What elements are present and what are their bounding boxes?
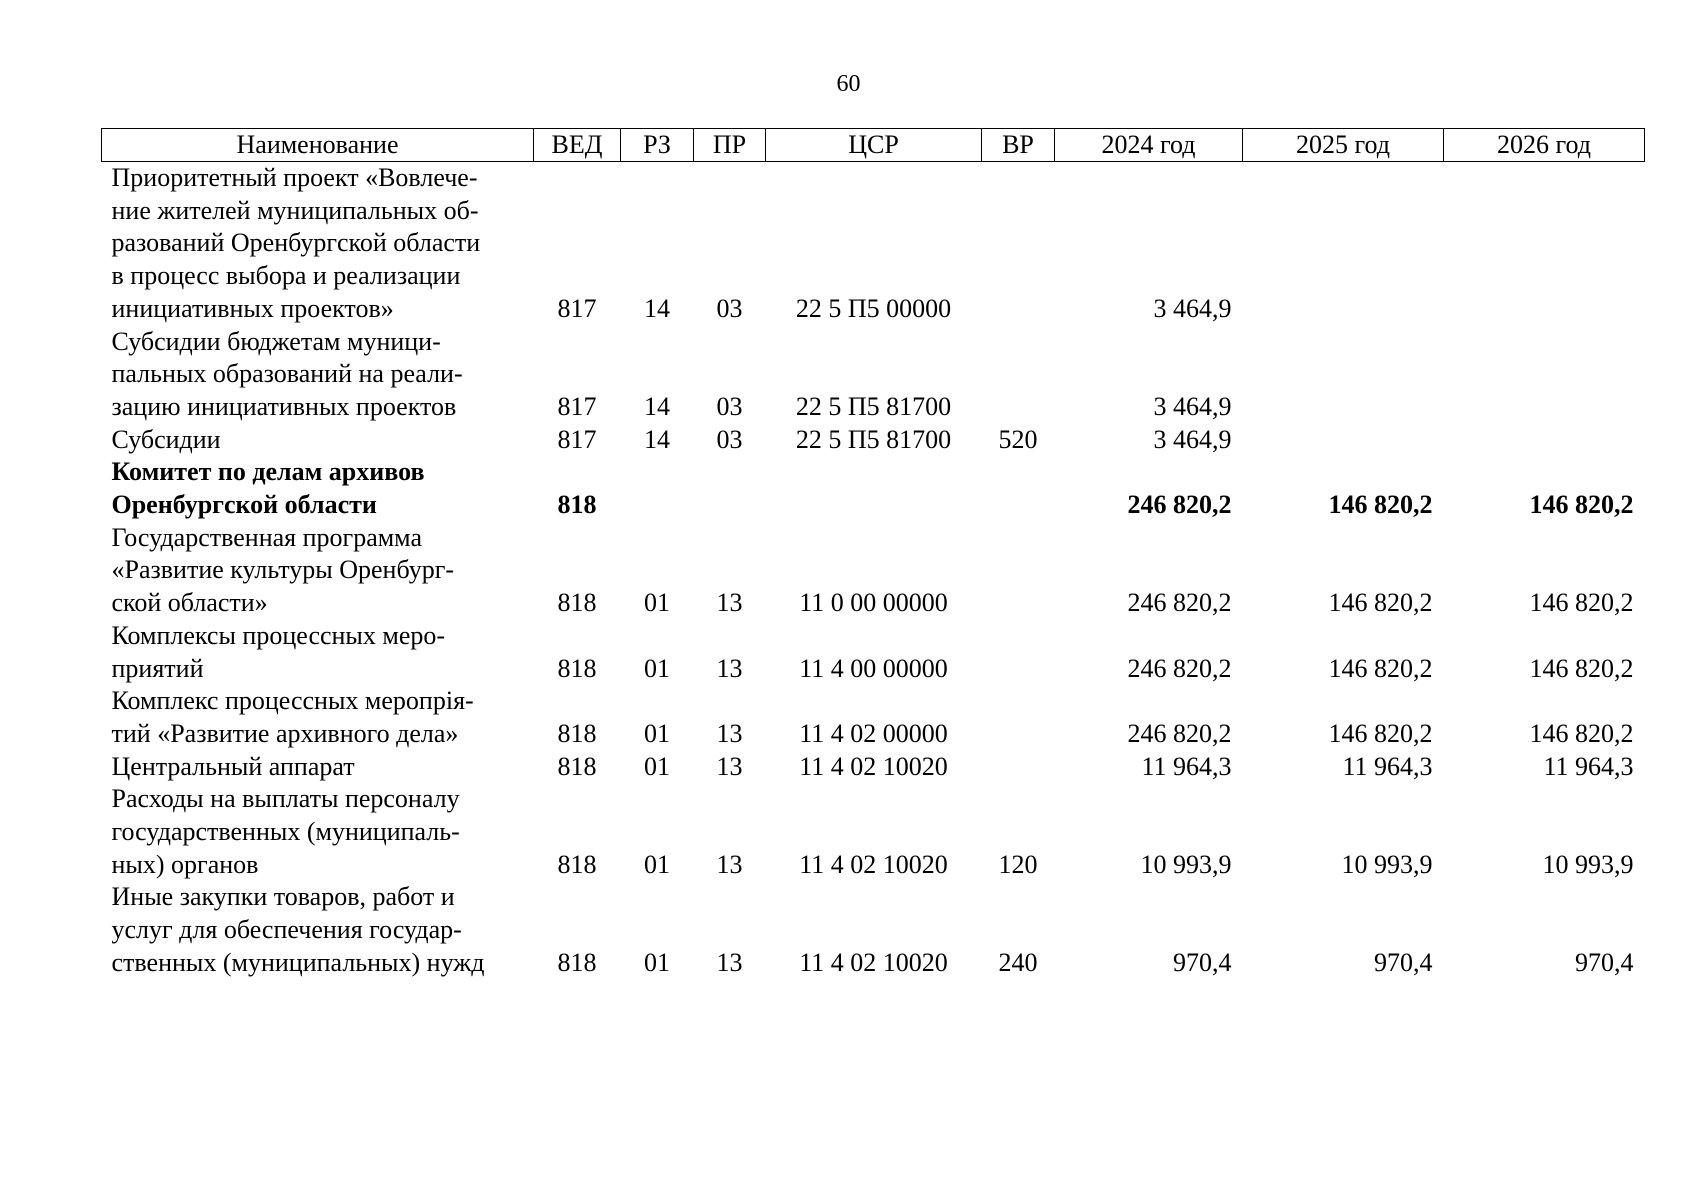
column-header-ved: ВЕД	[534, 129, 621, 162]
cell-csr	[766, 456, 982, 521]
cell-rz: 14	[644, 391, 670, 421]
cell-2024: 246 820,2	[1127, 490, 1232, 520]
cell-rz: 01	[644, 718, 670, 748]
cell-rz: 14	[644, 424, 670, 454]
cell-2025: 146 820,2	[1328, 490, 1433, 520]
cell-2026: 146 820,2	[1529, 718, 1634, 748]
cell-vr	[982, 456, 1055, 521]
cell-vr	[982, 326, 1055, 424]
cell-ved: 818	[557, 947, 597, 977]
cell-2024: 10 993,9	[1140, 849, 1232, 879]
cell-rz: 01	[644, 947, 670, 977]
cell-2025: 11 964,3	[1342, 751, 1433, 781]
cell-pr: 13	[716, 718, 743, 748]
cell-pr: 03	[716, 391, 743, 421]
cell-name-line: Субсидии	[111, 424, 221, 454]
cell-csr: 22 5 П5 81700	[795, 391, 952, 421]
cell-ved: 818	[557, 751, 597, 781]
cell-2026: 146 820,2	[1529, 490, 1634, 520]
cell-rz: 01	[644, 588, 670, 618]
column-header-rz: РЗ	[621, 129, 694, 162]
cell-2025	[1243, 326, 1444, 424]
cell-name	[102, 751, 534, 784]
cell-2026: 11 964,3	[1543, 751, 1634, 781]
cell-ved: 818	[557, 718, 597, 748]
cell-vr	[982, 685, 1055, 750]
cell-name-line: тий «Развитие архивного дела»	[111, 718, 459, 748]
cell-csr: 11 4 02 10020	[799, 751, 948, 781]
cell-2025: 146 820,2	[1328, 653, 1433, 683]
cell-name-line: ственных (муниципальных) нужд	[111, 947, 485, 977]
cell-pr: 13	[716, 751, 743, 781]
table-row	[102, 620, 1645, 685]
cell-pr: 13	[716, 588, 743, 618]
cell-pr	[694, 456, 766, 521]
cell-vr: 520	[998, 424, 1038, 454]
cell-name-line: Комитет по делам архивов	[111, 457, 425, 487]
column-header-2024: 2024 год	[1055, 129, 1243, 162]
cell-pr: 13	[716, 653, 743, 683]
cell-rz: 01	[644, 653, 670, 683]
cell-vr: 240	[998, 947, 1038, 977]
cell-2026: 10 993,9	[1542, 849, 1634, 879]
cell-name-line: разований Оренбургской области	[111, 228, 481, 258]
cell-name	[102, 162, 534, 326]
cell-2024: 3 464,9	[1153, 391, 1232, 421]
cell-vr	[982, 522, 1055, 620]
table-row	[102, 162, 1645, 326]
cell-2026: 146 820,2	[1529, 588, 1634, 618]
cell-2026	[1444, 162, 1645, 326]
cell-2025	[1243, 424, 1444, 457]
cell-2025: 146 820,2	[1328, 588, 1433, 618]
cell-name	[102, 685, 534, 750]
cell-ved: 817	[557, 424, 597, 454]
cell-name-line: Центральный аппарат	[111, 751, 355, 781]
cell-2024: 246 820,2	[1127, 588, 1232, 618]
table-header-row	[102, 129, 1645, 162]
cell-2024: 3 464,9	[1153, 424, 1232, 454]
cell-ved: 818	[557, 849, 597, 879]
table-row	[102, 783, 1645, 881]
cell-csr: 22 5 П5 81700	[795, 424, 952, 454]
table-row	[102, 751, 1645, 784]
cell-name-line: Оренбургской области	[111, 490, 377, 520]
cell-name	[102, 326, 534, 424]
cell-vr	[982, 162, 1055, 326]
cell-pr: 13	[716, 947, 743, 977]
cell-name-line: Комплекс процессных меропрія-	[111, 686, 474, 716]
cell-2024: 246 820,2	[1127, 718, 1232, 748]
cell-name	[102, 424, 534, 457]
cell-csr: 11 4 00 00000	[799, 653, 948, 683]
cell-name	[102, 783, 534, 881]
cell-name-line: инициативных проектов»	[111, 293, 394, 323]
cell-name-line: Государственная программа	[111, 522, 423, 552]
cell-name-line: ных) органов	[111, 849, 259, 879]
cell-ved: 818	[557, 490, 597, 520]
cell-name-line: пальных образований на реали-	[111, 359, 463, 389]
table-row	[102, 522, 1645, 620]
cell-2026	[1444, 326, 1645, 424]
cell-ved: 818	[557, 653, 597, 683]
table-row	[102, 881, 1645, 979]
table-body	[102, 162, 1645, 980]
cell-vr	[982, 751, 1055, 784]
cell-name	[102, 522, 534, 620]
budget-table	[101, 128, 1645, 980]
cell-rz: 01	[644, 849, 670, 879]
column-header-pr: ПР	[694, 129, 766, 162]
cell-ved: 817	[557, 293, 597, 323]
cell-name-line: услуг для обеспечения государ-	[111, 915, 462, 945]
cell-name-line: в процесс выбора и реализации	[111, 261, 461, 291]
table-row	[102, 326, 1645, 424]
cell-2025: 146 820,2	[1328, 718, 1433, 748]
cell-2024: 3 464,9	[1153, 293, 1232, 323]
column-header-2026: 2026 год	[1444, 129, 1645, 162]
cell-rz: 14	[644, 293, 670, 323]
cell-csr: 11 0 00 00000	[799, 588, 948, 618]
cell-name-line: Субсидии бюджетам муници-	[111, 326, 441, 356]
cell-pr: 03	[716, 424, 743, 454]
column-header-vr: ВР	[982, 129, 1055, 162]
cell-csr: 11 4 02 10020	[799, 849, 948, 879]
cell-name-line: приятий	[111, 653, 204, 683]
cell-name-line: Расходы на выплаты персоналу	[111, 784, 460, 814]
page-number: 60	[836, 71, 861, 97]
cell-2024: 246 820,2	[1127, 653, 1232, 683]
cell-name-line: ской области»	[111, 588, 268, 618]
column-header-csr: ЦСР	[766, 129, 982, 162]
cell-name-line: Иные закупки товаров, работ и	[111, 882, 455, 912]
cell-name-line: ние жителей муниципальных об-	[111, 195, 479, 225]
cell-name	[102, 881, 534, 979]
cell-2025: 970,4	[1374, 947, 1433, 977]
cell-name	[102, 620, 534, 685]
cell-csr: 11 4 02 00000	[799, 718, 948, 748]
cell-vr: 120	[998, 849, 1038, 879]
cell-pr: 03	[716, 293, 743, 323]
cell-csr: 22 5 П5 00000	[795, 293, 952, 323]
cell-2025: 10 993,9	[1341, 849, 1433, 879]
cell-2024: 970,4	[1173, 947, 1232, 977]
table-row	[102, 456, 1645, 521]
cell-2025	[1243, 162, 1444, 326]
cell-name-line: Приоритетный проект «Вовлече-	[111, 163, 478, 192]
cell-csr: 11 4 02 10020	[799, 947, 948, 977]
cell-ved: 818	[557, 588, 597, 618]
cell-2026: 970,4	[1575, 947, 1634, 977]
cell-name-line: «Развитие культуры Оренбург-	[111, 555, 455, 585]
cell-2026	[1444, 424, 1645, 457]
table-row	[102, 685, 1645, 750]
cell-rz: 01	[644, 751, 670, 781]
cell-pr: 13	[716, 849, 743, 879]
cell-name-line: Комплексы процессных меро-	[111, 620, 446, 650]
cell-name-line: зацию инициативных проектов	[111, 391, 457, 421]
table-row	[102, 424, 1645, 457]
cell-2026: 146 820,2	[1529, 653, 1634, 683]
column-header-name: Наименование	[102, 129, 534, 162]
cell-ved: 817	[557, 391, 597, 421]
cell-rz	[621, 456, 694, 521]
cell-vr	[982, 620, 1055, 685]
cell-name	[102, 456, 534, 521]
cell-name-line: государственных (муниципаль-	[111, 817, 460, 847]
column-header-2025: 2025 год	[1243, 129, 1444, 162]
cell-2024: 11 964,3	[1141, 751, 1232, 781]
